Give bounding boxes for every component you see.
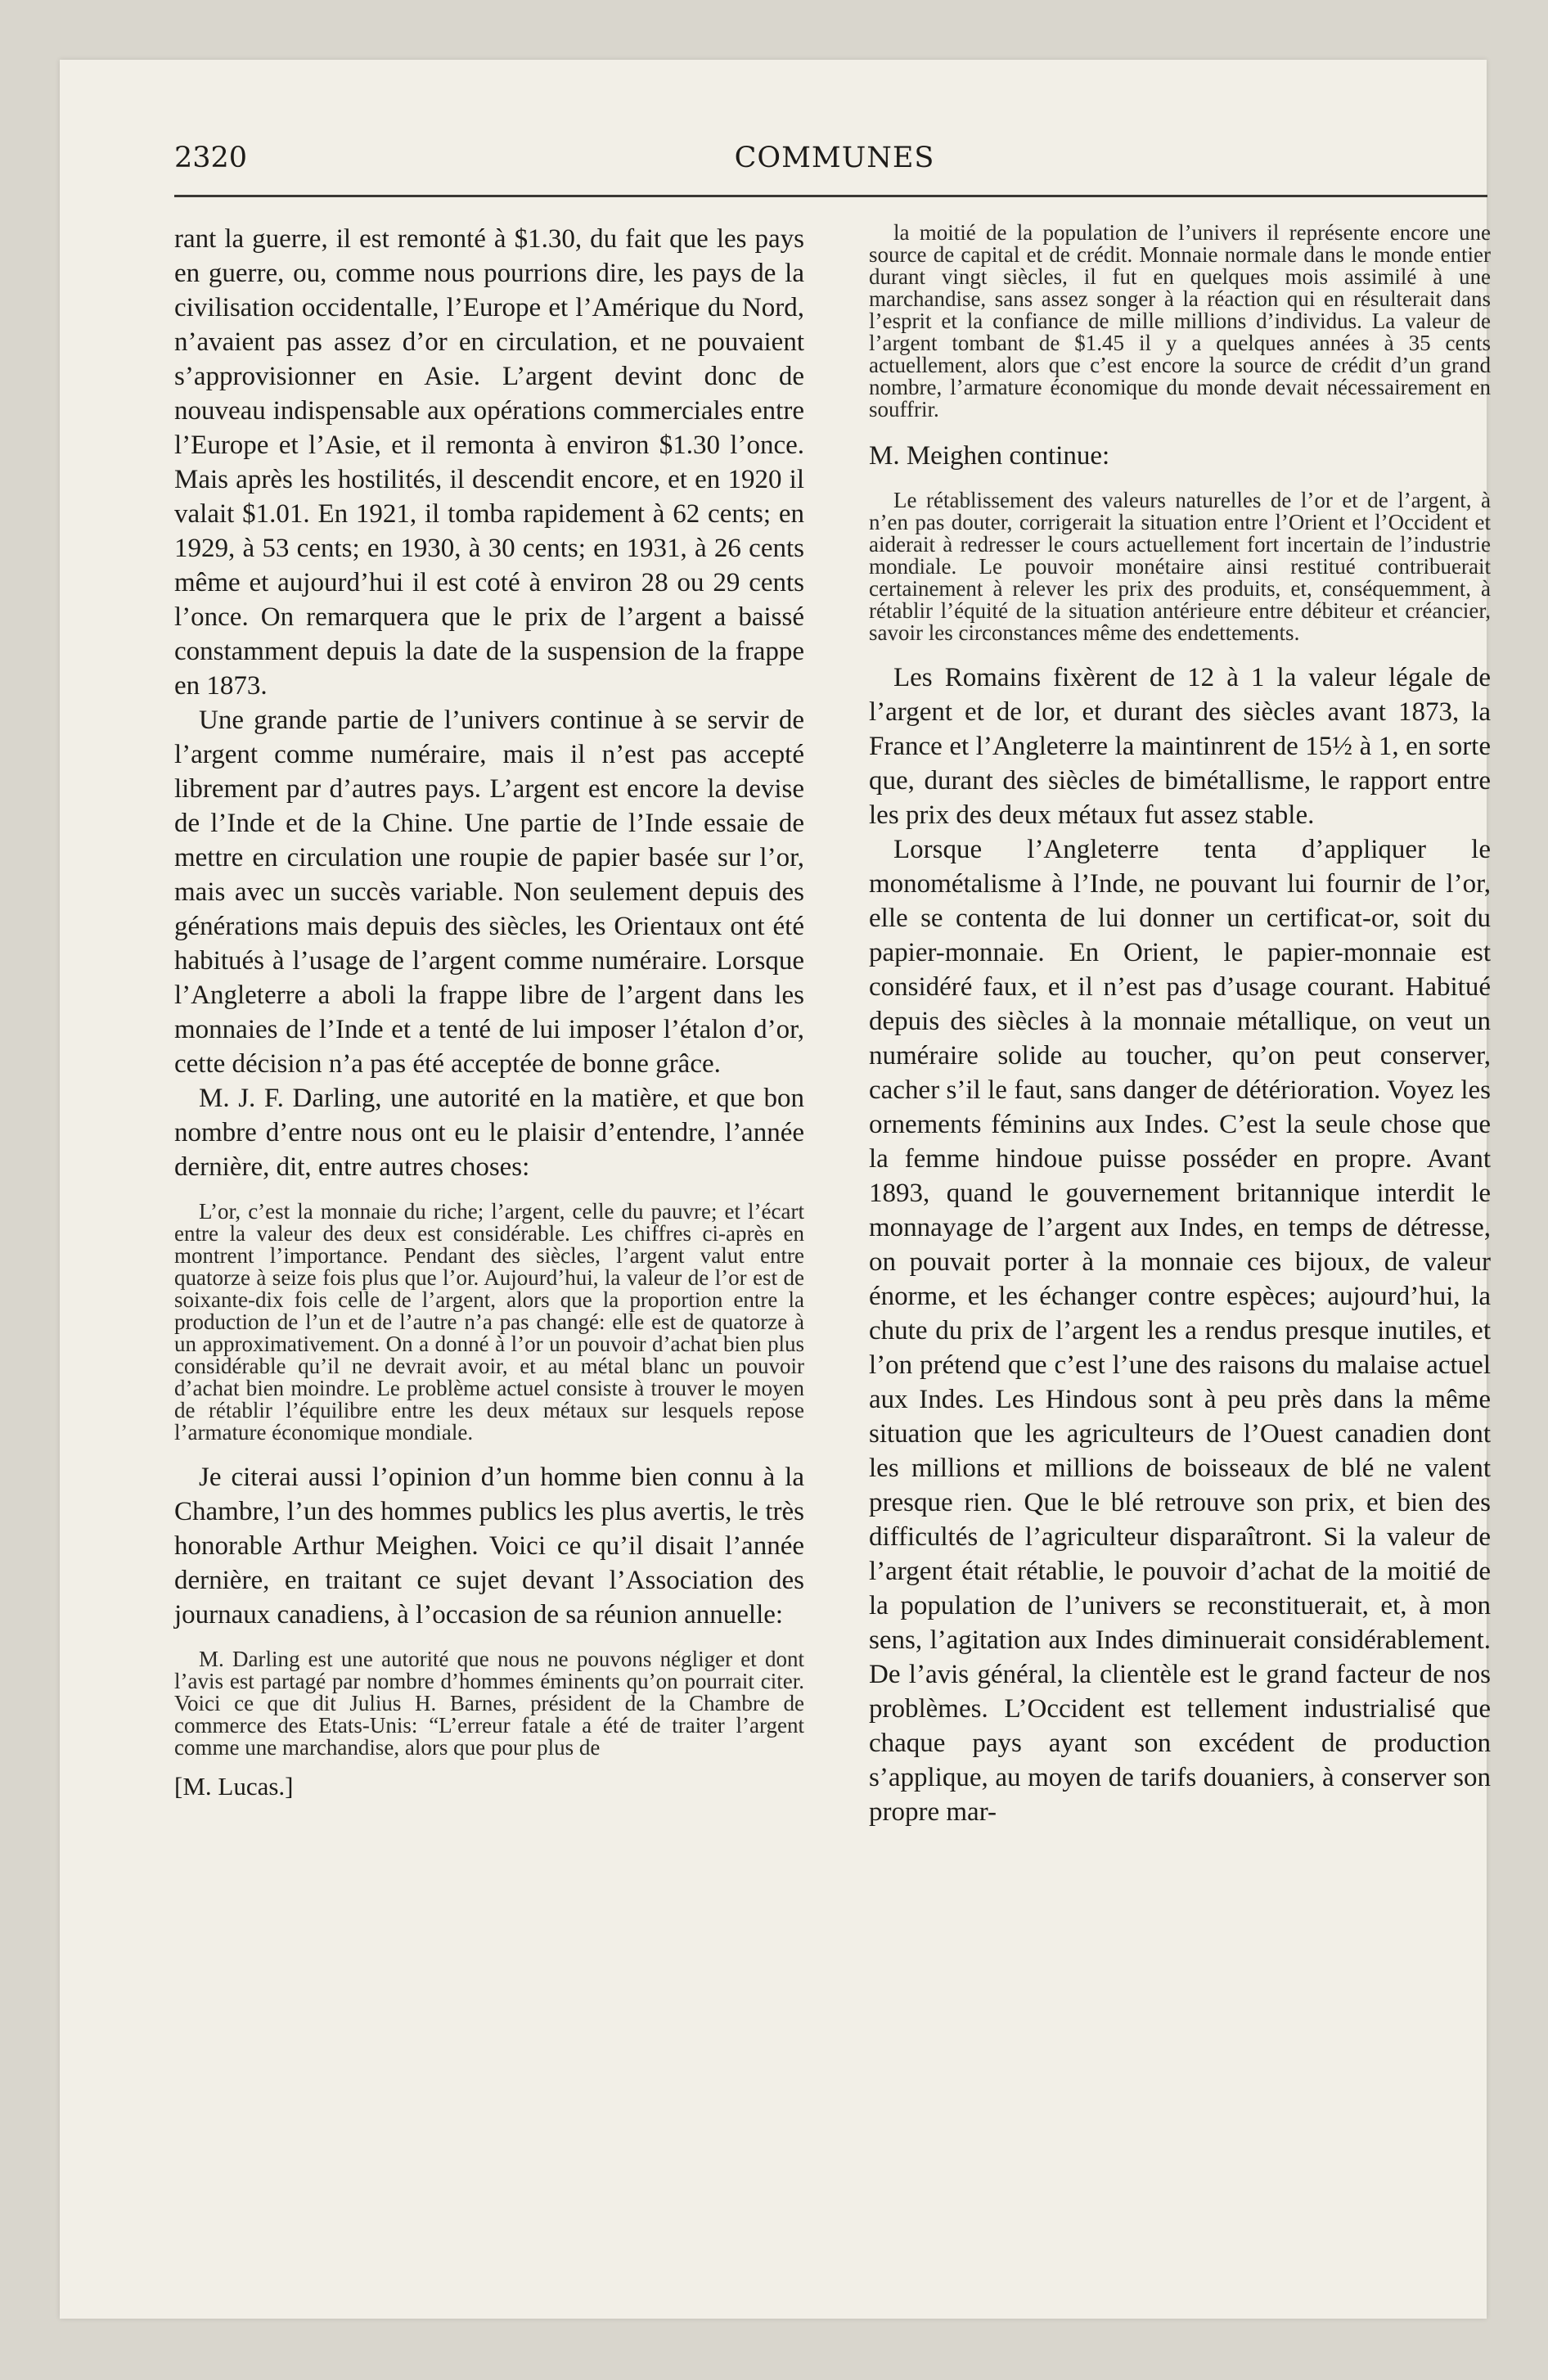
paragraph-darling-intro: M. J. F. Darling, une autorité en la matière, et que bon nombre d’entre nous ont eu le plaisir d’entendre, l’année dernière, dit, entre autres choses:: [174, 1084, 804, 1182]
paragraph-silver-as-currency: Une grande partie de l’univers continue à se servir de l’argent comme numéraire, mais il n’est pas accepté librement par d’autres pays. L’argent est encore la devise de l’Inde et de la Chine. Une partie de l’Inde essaie de mettre en circulation une roupie de papier basée sur l’or, mais avec un succès variable. Non seulement depuis des générations mais depuis des siècles, les Orientaux ont été habitués à l’usage de l’argent comme numéraire. Lorsque l’Angleterre a aboli la frappe libre de l’argent dans les monnaies de l’Inde et a tenté de lui imposer l’étalon d’or, cette décision n’a pas été acceptée de bonne grâce.: [174, 705, 804, 1079]
running-title: COMMUNES: [734, 142, 935, 174]
document-page: [60, 60, 1491, 2319]
header-rule: [174, 195, 1487, 197]
page-number: 2320: [174, 142, 248, 174]
speaker-line: M. Meighen continue:: [869, 441, 1110, 471]
right-column: [869, 222, 1491, 1829]
left-column: [174, 222, 804, 1803]
quote-meighen-part2: la moitié de la population de l’univers il représente encore une source de capital et de crédit. Monnaie normale dans le monde entier durant vingt siècles, il fut en quelques mois assimilé à une marchandise, sans assez songer à la réaction qui en résulterait dans l’esprit et la confiance de mille millions d’individus. La valeur de l’argent tombant de $1.45 il y a quelques années à 35 cents actuellement, alors que c’est encore la source de crédit d’un grand nombre, l’armature économique du monde devait nécessairement en souffrir.: [869, 220, 1491, 421]
paragraph-meighen-intro: Je citerai aussi l’opinion d’un homme bien connu à la Chambre, l’un des hommes publics les plus avertis, le très honorable Arthur Meighen. Voici ce qu’il disait l’année dernière, en traitant ce sujet devant l’Association des journaux canadiens, à l’occasion de sa réunion annuelle:: [174, 1463, 804, 1629]
page-header: [174, 142, 1495, 191]
quote-meighen-part1: M. Darling est une autorité que nous ne pouvons négliger et dont l’avis est partagé par nombre d’hommes éminents qu’on pourrait citer. Voici ce que dit Julius H. Barnes, président de la Chambre de commerce des Etats-Unis: “L’erreur fatale a été de traiter l’argent comme une marchandise, alors que pour plus de: [174, 1647, 804, 1760]
paragraph-india-monometallism: Lorsque l’Angleterre tenta d’appliquer le monométalisme à l’Inde, ne pouvant lui fournir de l’or, elle se contenta de lui donner un certificat-or, soit du papier-monnaie. En Orient, le papier-monnaie est considéré faux, et il n’est pas d’usage courant. Habitué depuis des siècles à la monnaie métallique, on veut un numéraire solide au toucher, qu’on peut conserver, cacher s’il le faut, sans danger de détérioration. Voyez les ornements féminins aux Indes. C’est la seule chose que la femme hindoue puisse posséder en propre. Avant 1893, quand le gouvernement britannique interdit le monnayage de l’argent aux Indes, en temps de détresse, on pouvait porter à la monnaie ces bijoux, de valeur énorme, et les échanger contre espèces; aujourd’hui, la chute du prix de l’argent les a rendus presque inutiles, et l’on prétend que c’est l’une des raisons du malaise actuel aux Indes. Les Hindous sont à peu près dans la même situation que les agriculteurs de l’Ouest canadien dont les millions et millions de boisseaux de blé ne valent presque rien. Que le blé retrouve son prix, et bien des difficultés de l’agriculteur disparaîtront. Si la valeur de l’argent était rétablie, le pouvoir d’achat de la moitié de la population de l’univers se reconstituerait, et, à mon sens, l’agitation aux Indes diminuerait considérablement. De l’avis général, la clientèle est le grand facteur de nos problèmes. L’Occident est tellement industrialisé que chaque pays ayant son excédent de production s’applique, au moyen de tarifs douaniers, à conserver son propre mar-: [869, 835, 1491, 1827]
speaker-attribution: [M. Lucas.]: [174, 1772, 294, 1801]
quote-meighen-continued: Le rétablissement des valeurs naturelles de l’or et de l’argent, à n’en pas douter, corrigerait la situation entre l’Orient et l’Occident et aiderait à redresser le cours actuellement fort incertain de l’industrie mondiale. Le pouvoir monétaire ainsi restitué contribuerait certainement à relever les prix des produits, et, conséquemment, à rétablir l’équité de la situation antérieure entre débiteur et créancier, savoir les circonstances même des endettements.: [869, 488, 1491, 645]
quote-darling: L’or, c’est la monnaie du riche; l’argent, celle du pauvre; et l’écart entre la valeur des deux est considérable. Les chiffres ci-après en montrent l’importance. Pendant des siècles, l’argent valut entre quatorze à seize fois plus que l’or. Aujourd’hui, la valeur de l’or est de soixante-dix fois celle de l’argent, alors que la proportion entre la production de l’un et de l’autre n’a pas changé: elle est de quatorze à un approximativement. On a donné à l’or un pouvoir d’achat bien plus considérable qu’il ne devrait avoir, et au métal blanc un pouvoir d’achat bien moindre. Le problème actuel consiste à trouver le moyen de rétablir l’équilibre entre les deux métaux sur lesquels repose l’armature économique mondiale.: [174, 1199, 804, 1445]
paragraph-romans-ratio: Les Romains fixèrent de 12 à 1 la valeur légale de l’argent et de lor, et durant des siècles avant 1873, la France et l’Angleterre la maintinrent de 15½ à 1, en sorte que, durant des siècles de bimétallisme, le rapport entre les prix des deux métaux fut assez stable.: [869, 663, 1491, 830]
paragraph-silver-price-history: rant la guerre, il est remonté à $1.30, du fait que les pays en guerre, ou, comme nous pourrions dire, les pays de la civilisation occidentalle, l’Europe et l’Amérique du Nord, n’avaient pas assez d’or en circulation, et ne pouvaient s’approvisionner en Asie. L’argent devint donc de nouveau indispensable aux opérations commerciales entre l’Europe et l’Asie, et il remonta à environ $1.30 l’once. Mais après les hostilités, il descendit encore, et en 1920 il valait $1.01. En 1921, il tomba rapidement à 62 cents; en 1929, à 53 cents; en 1930, à 30 cents; en 1931, à 26 cents même et aujourd’hui il est coté à environ 28 ou 29 cents l’once. On remarquera que le prix de l’argent a baissé constamment depuis la date de la suspension de la frappe en 1873.: [174, 224, 804, 701]
